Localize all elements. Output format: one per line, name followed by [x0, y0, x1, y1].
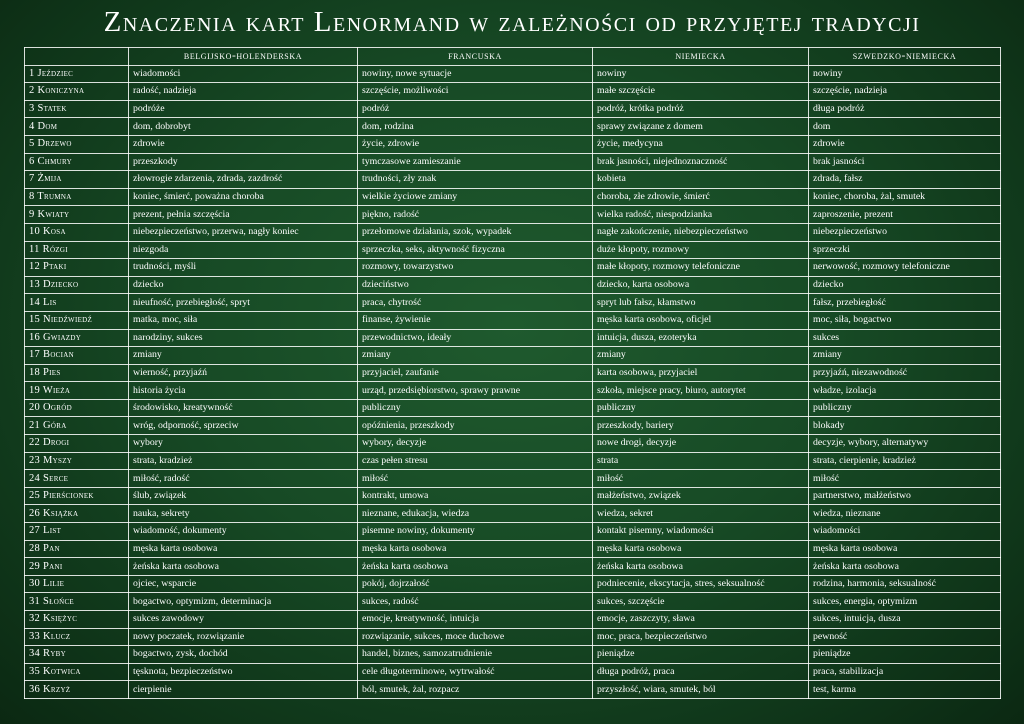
meaning-swedish-german: nerwowość, rozmowy telefoniczne [809, 259, 1001, 277]
meaning-french: trudności, zły znak [358, 171, 593, 189]
meaning-french: życie, zdrowie [358, 135, 593, 153]
card-name: 28 Pan [25, 540, 129, 558]
card-name: 8 Trumna [25, 188, 129, 206]
meaning-belgian-dutch: radość, nadzieja [129, 83, 358, 101]
table-row [25, 470, 1001, 488]
meaning-swedish-german: partnerstwo, małżeństwo [809, 487, 1001, 505]
meaning-swedish-german: decyzje, wybory, alternatywy [809, 435, 1001, 453]
card-name: 5 Drzewo [25, 135, 129, 153]
meaning-german: szkoła, miejsce pracy, biuro, autorytet [593, 382, 809, 400]
meaning-german: publiczny [593, 399, 809, 417]
table-row [25, 135, 1001, 153]
page-title: Znaczenia kart Lenormand w zależności od przyjętej tradycji [103, 6, 921, 38]
meaning-belgian-dutch: wiadomości [129, 65, 358, 83]
meaning-swedish-german: pieniądze [809, 646, 1001, 664]
meaning-french: sprzeczka, seks, aktywność fizyczna [358, 241, 593, 259]
meaning-swedish-german: nowiny [809, 65, 1001, 83]
table-row [25, 311, 1001, 329]
meaning-french: czas pełen stresu [358, 452, 593, 470]
meaning-belgian-dutch: przeszkody [129, 153, 358, 171]
meaning-belgian-dutch: trudności, myśli [129, 259, 358, 277]
meaning-french: szczęście, możliwości [358, 83, 593, 101]
meaning-swedish-german: pewność [809, 628, 1001, 646]
meaning-swedish-german: przyjaźń, niezawodność [809, 364, 1001, 382]
meaning-swedish-german: blokady [809, 417, 1001, 435]
card-name: 15 Niedźwiedź [25, 311, 129, 329]
table-row [25, 452, 1001, 470]
meaning-swedish-german: zmiany [809, 347, 1001, 365]
table-row [25, 153, 1001, 171]
meaning-belgian-dutch: ojciec, wsparcie [129, 575, 358, 593]
meaning-swedish-german: test, karma [809, 681, 1001, 699]
table-row [25, 435, 1001, 453]
card-name: 17 Bocian [25, 347, 129, 365]
meaning-french: nowiny, nowe sytuacje [358, 65, 593, 83]
meaning-swedish-german: miłość [809, 470, 1001, 488]
meaning-belgian-dutch: niezgoda [129, 241, 358, 259]
meaning-swedish-german: sukces, intuicja, dusza [809, 611, 1001, 629]
table-row [25, 523, 1001, 541]
table-row [25, 382, 1001, 400]
meaning-german: sprawy związane z domem [593, 118, 809, 136]
table-row [25, 223, 1001, 241]
table-row [25, 646, 1001, 664]
meaning-swedish-german: szczęście, nadzieja [809, 83, 1001, 101]
card-name: 20 Ogród [25, 399, 129, 417]
meaning-belgian-dutch: wróg, odporność, sprzeciw [129, 417, 358, 435]
meaning-french: opóźnienia, przeszkody [358, 417, 593, 435]
meaning-swedish-german: długa podróż [809, 100, 1001, 118]
table-row [25, 681, 1001, 699]
table-row [25, 259, 1001, 277]
meaning-french: rozwiązanie, sukces, moce duchowe [358, 628, 593, 646]
meaning-belgian-dutch: bogactwo, zysk, dochód [129, 646, 358, 664]
meaning-german: męska karta osobowa [593, 540, 809, 558]
meaning-german: nagłe zakończenie, niebezpieczeństwo [593, 223, 809, 241]
meaning-german: przeszkody, bariery [593, 417, 809, 435]
meaning-german: moc, praca, bezpieczeństwo [593, 628, 809, 646]
meaning-french: pokój, dojrzałość [358, 575, 593, 593]
table-row [25, 558, 1001, 576]
card-name: 29 Pani [25, 558, 129, 576]
card-name: 3 Statek [25, 100, 129, 118]
meaning-belgian-dutch: nowy poczatek, rozwiązanie [129, 628, 358, 646]
meaning-french: pisemne nowiny, dokumenty [358, 523, 593, 541]
table-row [25, 399, 1001, 417]
card-name: 33 Klucz [25, 628, 129, 646]
card-name: 23 Myszy [25, 452, 129, 470]
card-name: 2 Koniczyna [25, 83, 129, 101]
meaning-belgian-dutch: męska karta osobowa [129, 540, 358, 558]
meaning-belgian-dutch: prezent, pełnia szczęścia [129, 206, 358, 224]
meaning-french: urząd, przedsiębiorstwo, sprawy prawne [358, 382, 593, 400]
meaning-german: pieniądze [593, 646, 809, 664]
meaning-german: sukces, szczęście [593, 593, 809, 611]
table-row [25, 294, 1001, 312]
meaning-belgian-dutch: wierność, przyjaźń [129, 364, 358, 382]
meaning-belgian-dutch: wybory [129, 435, 358, 453]
card-name: 32 Księżyc [25, 611, 129, 629]
card-name: 19 Wieża [25, 382, 129, 400]
table-row [25, 611, 1001, 629]
card-name: 13 Dziecko [25, 276, 129, 294]
table-row [25, 188, 1001, 206]
card-name: 10 Kosa [25, 223, 129, 241]
header-french: francuska [358, 48, 593, 66]
meaning-belgian-dutch: bogactwo, optymizm, determinacja [129, 593, 358, 611]
card-name: 30 Lilie [25, 575, 129, 593]
card-name: 11 Rózgi [25, 241, 129, 259]
meaning-german: zmiany [593, 347, 809, 365]
meaning-belgian-dutch: nieufność, przebiegłość, spryt [129, 294, 358, 312]
table-row [25, 206, 1001, 224]
meaning-german: dziecko, karta osobowa [593, 276, 809, 294]
meaning-french: wybory, decyzje [358, 435, 593, 453]
meaning-swedish-german: rodzina, harmonia, seksualność [809, 575, 1001, 593]
meaning-swedish-german: sukces, energia, optymizm [809, 593, 1001, 611]
card-name: 25 Pierścionek [25, 487, 129, 505]
meaning-belgian-dutch: zdrowie [129, 135, 358, 153]
meaning-french: miłość [358, 470, 593, 488]
meaning-german: małe szczęście [593, 83, 809, 101]
meaning-belgian-dutch: strata, kradzież [129, 452, 358, 470]
meaning-german: choroba, złe zdrowie, śmierć [593, 188, 809, 206]
meaning-belgian-dutch: matka, moc, siła [129, 311, 358, 329]
meaning-swedish-german: dziecko [809, 276, 1001, 294]
card-name: 4 Dom [25, 118, 129, 136]
meaning-swedish-german: wiadomości [809, 523, 1001, 541]
meaning-french: dom, rodzina [358, 118, 593, 136]
meaning-french: ból, smutek, żal, rozpacz [358, 681, 593, 699]
card-name: 21 Góra [25, 417, 129, 435]
meaning-swedish-german: sukces [809, 329, 1001, 347]
meaning-swedish-german: koniec, choroba, żal, smutek [809, 188, 1001, 206]
meaning-french: handel, biznes, samozatrudnienie [358, 646, 593, 664]
meaning-french: emocje, kreatywność, intuicja [358, 611, 593, 629]
header-swedish-german: szwedzko-niemiecka [809, 48, 1001, 66]
table-row [25, 100, 1001, 118]
meaning-swedish-german: żeńska karta osobowa [809, 558, 1001, 576]
meaning-german: żeńska karta osobowa [593, 558, 809, 576]
meaning-french: kontrakt, umowa [358, 487, 593, 505]
card-name: 7 Żmija [25, 171, 129, 189]
card-name: 14 Lis [25, 294, 129, 312]
table-row [25, 171, 1001, 189]
meaning-swedish-german: strata, cierpienie, kradzież [809, 452, 1001, 470]
meaning-german: brak jasności, niejednoznaczność [593, 153, 809, 171]
meaning-belgian-dutch: żeńska karta osobowa [129, 558, 358, 576]
meaning-belgian-dutch: zmiany [129, 347, 358, 365]
table-row [25, 83, 1001, 101]
table-row [25, 118, 1001, 136]
meaning-belgian-dutch: wiadomość, dokumenty [129, 523, 358, 541]
meaning-german: miłość [593, 470, 809, 488]
meaning-french: przyjaciel, zaufanie [358, 364, 593, 382]
meaning-french: wielkie życiowe zmiany [358, 188, 593, 206]
table-body [25, 65, 1001, 698]
meaning-german: spryt lub fałsz, kłamstwo [593, 294, 809, 312]
card-name: 22 Drogi [25, 435, 129, 453]
meaning-french: rozmowy, towarzystwo [358, 259, 593, 277]
card-name: 36 Krzyż [25, 681, 129, 699]
meaning-swedish-german: niebezpieczeństwo [809, 223, 1001, 241]
meaning-german: przyszłość, wiara, smutek, ból [593, 681, 809, 699]
card-name: 6 Chmury [25, 153, 129, 171]
meaning-french: zmiany [358, 347, 593, 365]
meaning-german: karta osobowa, przyjaciel [593, 364, 809, 382]
meaning-french: przewodnictwo, ideały [358, 329, 593, 347]
meaning-german: strata [593, 452, 809, 470]
meaning-french: męska karta osobowa [358, 540, 593, 558]
meaning-swedish-german: zdrada, fałsz [809, 171, 1001, 189]
table-row [25, 505, 1001, 523]
table-row [25, 628, 1001, 646]
meaning-swedish-german: dom [809, 118, 1001, 136]
table-row [25, 575, 1001, 593]
table-row [25, 347, 1001, 365]
meaning-belgian-dutch: miłość, radość [129, 470, 358, 488]
table-row [25, 364, 1001, 382]
card-name: 24 Serce [25, 470, 129, 488]
header-german: niemiecka [593, 48, 809, 66]
header-card [25, 48, 129, 66]
meaning-swedish-german: zaproszenie, prezent [809, 206, 1001, 224]
card-name: 34 Ryby [25, 646, 129, 664]
meaning-belgian-dutch: dziecko [129, 276, 358, 294]
card-name: 31 Słońce [25, 593, 129, 611]
meaning-belgian-dutch: ślub, związek [129, 487, 358, 505]
table-row [25, 65, 1001, 83]
meaning-german: duże kłopoty, rozmowy [593, 241, 809, 259]
meaning-belgian-dutch: dom, dobrobyt [129, 118, 358, 136]
table-row [25, 540, 1001, 558]
meaning-german: podniecenie, ekscytacja, stres, seksualność [593, 575, 809, 593]
card-name: 9 Kwiaty [25, 206, 129, 224]
meaning-swedish-german: męska karta osobowa [809, 540, 1001, 558]
card-name: 27 List [25, 523, 129, 541]
meaning-french: nieznane, edukacja, wiedza [358, 505, 593, 523]
meaning-french: podróż [358, 100, 593, 118]
meaning-swedish-german: zdrowie [809, 135, 1001, 153]
meaning-german: długa podróż, praca [593, 663, 809, 681]
card-name: 16 Gwiazdy [25, 329, 129, 347]
table-row [25, 241, 1001, 259]
table-row [25, 663, 1001, 681]
meaning-german: podróż, krótka podróż [593, 100, 809, 118]
meaning-belgian-dutch: koniec, śmierć, poważna choroba [129, 188, 358, 206]
meaning-german: nowiny [593, 65, 809, 83]
meaning-german: kontakt pisemny, wiadomości [593, 523, 809, 541]
meaning-french: przełomowe działania, szok, wypadek [358, 223, 593, 241]
meaning-belgian-dutch: nauka, sekrety [129, 505, 358, 523]
meaning-swedish-german: wiedza, nieznane [809, 505, 1001, 523]
meaning-french: tymczasowe zamieszanie [358, 153, 593, 171]
meaning-french: dzieciństwo [358, 276, 593, 294]
meaning-german: nowe drogi, decyzje [593, 435, 809, 453]
meaning-belgian-dutch: niebezpieczeństwo, przerwa, nagły koniec [129, 223, 358, 241]
table-row [25, 276, 1001, 294]
card-name: 18 Pies [25, 364, 129, 382]
meaning-german: wielka radość, niespodzianka [593, 206, 809, 224]
table-row [25, 329, 1001, 347]
meaning-german: życie, medycyna [593, 135, 809, 153]
card-name: 12 Ptaki [25, 259, 129, 277]
table-row [25, 417, 1001, 435]
header-belgian-dutch: belgijsko-holenderska [129, 48, 358, 66]
meaning-french: piękno, radość [358, 206, 593, 224]
meaning-belgian-dutch: cierpienie [129, 681, 358, 699]
meaning-belgian-dutch: złowrogie zdarzenia, zdrada, zazdrość [129, 171, 358, 189]
table-row [25, 487, 1001, 505]
meaning-french: sukces, radość [358, 593, 593, 611]
meaning-french: cele długoterminowe, wytrwałość [358, 663, 593, 681]
meaning-french: praca, chytrość [358, 294, 593, 312]
meaning-swedish-german: władze, izolacja [809, 382, 1001, 400]
meanings-table [24, 47, 1001, 699]
meaning-french: finanse, żywienie [358, 311, 593, 329]
table-row [25, 593, 1001, 611]
meaning-french: publiczny [358, 399, 593, 417]
meaning-german: intuicja, dusza, ezoteryka [593, 329, 809, 347]
meaning-belgian-dutch: narodziny, sukces [129, 329, 358, 347]
meaning-german: małe kłopoty, rozmowy telefoniczne [593, 259, 809, 277]
meaning-german: męska karta osobowa, oficjel [593, 311, 809, 329]
meaning-german: kobieta [593, 171, 809, 189]
meaning-french: żeńska karta osobowa [358, 558, 593, 576]
meaning-swedish-german: praca, stabilizacja [809, 663, 1001, 681]
meaning-belgian-dutch: historia życia [129, 382, 358, 400]
meaning-swedish-german: publiczny [809, 399, 1001, 417]
meaning-swedish-german: fałsz, przebiegłość [809, 294, 1001, 312]
card-name: 35 Kotwica [25, 663, 129, 681]
table-header [25, 48, 1001, 66]
meaning-belgian-dutch: tęsknota, bezpieczeństwo [129, 663, 358, 681]
meaning-belgian-dutch: podróże [129, 100, 358, 118]
card-name: 1 Jeździec [25, 65, 129, 83]
header-row [25, 48, 1001, 66]
meaning-swedish-german: sprzeczki [809, 241, 1001, 259]
meaning-german: małżeństwo, związek [593, 487, 809, 505]
meaning-belgian-dutch: środowisko, kreatywność [129, 399, 358, 417]
meaning-german: wiedza, sekret [593, 505, 809, 523]
meaning-swedish-german: brak jasności [809, 153, 1001, 171]
meaning-belgian-dutch: sukces zawodowy [129, 611, 358, 629]
meaning-german: emocje, zaszczyty, sława [593, 611, 809, 629]
meaning-swedish-german: moc, siła, bogactwo [809, 311, 1001, 329]
card-name: 26 Książka [25, 505, 129, 523]
